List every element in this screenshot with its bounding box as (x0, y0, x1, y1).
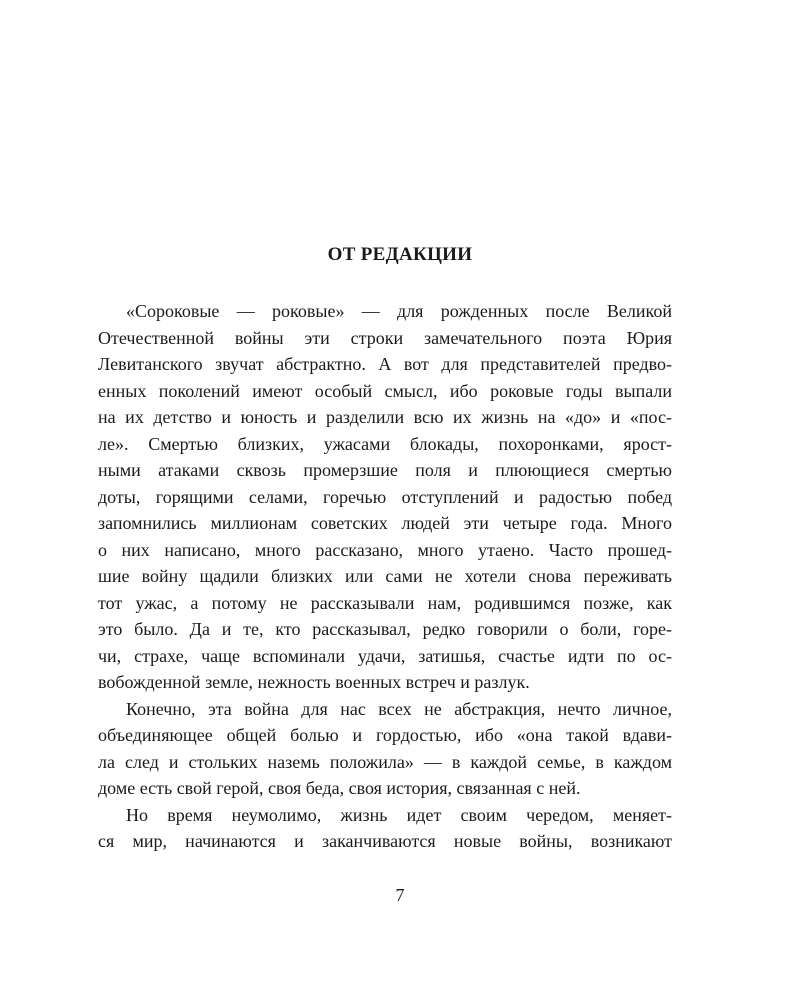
text-line: ными атаками сквозь промерзшие поля и плюющиеся смертью (98, 460, 672, 480)
text-line: о них написано, много рассказано, много утаено. Часто прошед- (98, 539, 672, 560)
text-line: объединяющее общей болью и гордостью, ибо «она такой вдави- (98, 725, 672, 745)
text-line: доты, горящими селами, горечью отступлений и радостью побед (98, 486, 672, 507)
text-line: Левитанского звучат абстрактно. А вот для представителей предво- (98, 354, 672, 374)
text-line: Отечественной войны эти строки замечательного поэта Юрия (98, 327, 672, 348)
text-line: «Сороковые — роковые» — для рожденных после Великой (126, 301, 672, 321)
text-line: это было. Да и те, кто рассказывал, редко говорили о боли, горе- (98, 619, 672, 639)
text-line: запомнились миллионам советских людей эти четыре года. Много (98, 513, 672, 533)
text-line: шие войну щадили близких или сами не хотели снова переживать (98, 566, 672, 586)
body-text (98, 298, 672, 855)
text-line: вобожденной земле, нежность военных встреч и разлук. (98, 672, 530, 692)
text-line: доме есть свой герой, своя беда, своя история, связанная с ней. (98, 778, 581, 798)
text-line: ла след и стольких наземь положила» — в каждой семье, в каждом (98, 751, 672, 772)
text-line: тот ужас, а потому не рассказывали нам, родившимся позже, как (98, 592, 672, 613)
text-line: ле». Смертью близких, ужасами блокады, похоронками, ярост- (98, 433, 672, 454)
page-title: ОТ РЕДАКЦИИ (327, 244, 473, 265)
text-line: Но время неумолимо, жизнь идет своим чередом, меняет- (126, 804, 672, 825)
page-number: 7 (395, 885, 405, 905)
text-line: ся мир, начинаются и заканчиваются новые войны, возникают (98, 831, 672, 851)
text-line: на их детство и юность и разделили всю их жизнь на «до» и «пос- (98, 407, 672, 427)
text-line: чи, страхе, чаще вспоминали удачи, затишья, счастье идти по ос- (98, 645, 672, 666)
text-line: Конечно, эта война для нас всех не абстракция, нечто личное, (126, 698, 672, 719)
text-line: енных поколений имеют особый смысл, ибо роковые годы выпали (98, 380, 672, 401)
